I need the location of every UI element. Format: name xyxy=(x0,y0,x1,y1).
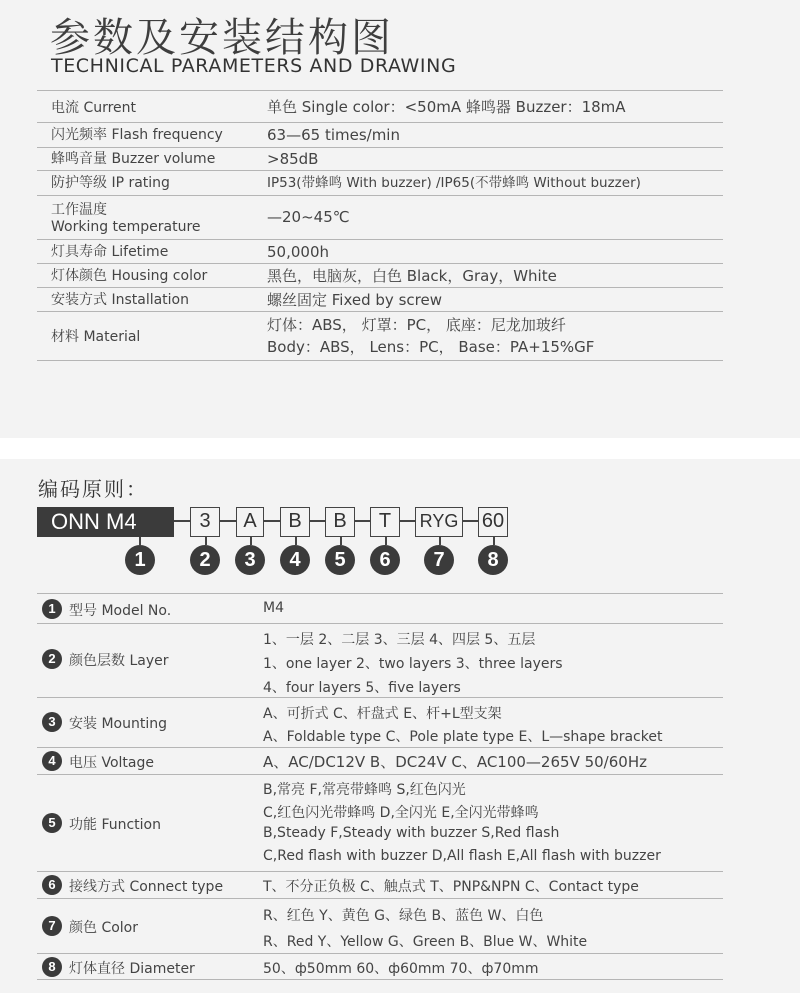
spec-row xyxy=(37,90,723,122)
code-box-voltage: B xyxy=(280,507,310,537)
coding-label: 型号 Model No. xyxy=(69,603,172,619)
row-number-badge: 1 xyxy=(42,599,62,619)
coding-value: 1、一层 2、二层 3、三层 4、四层 5、五层 xyxy=(263,632,536,648)
spec-row xyxy=(37,122,723,147)
spec-row xyxy=(37,239,723,263)
row-number-badge: 4 xyxy=(42,751,62,771)
coding-row xyxy=(37,747,723,774)
spec-row xyxy=(37,195,723,239)
section-divider xyxy=(0,438,800,459)
connector-line xyxy=(250,537,252,545)
code-box-mounting: A xyxy=(236,507,264,537)
coding-label: 安装 Mounting xyxy=(69,716,167,732)
coding-label: 电压 Voltage xyxy=(69,755,154,771)
spec-label: 防护等级 IP rating xyxy=(51,175,170,191)
connector-line xyxy=(439,537,441,545)
spec-label: 工作温度 xyxy=(51,202,107,218)
coding-value: R、红色 Y、黄色 G、绿色 B、蓝色 W、白色 xyxy=(263,908,544,924)
spec-label: 闪光频率 Flash frequency xyxy=(51,127,223,143)
coding-label: 功能 Function xyxy=(69,817,161,833)
coding-row xyxy=(37,623,723,697)
row-number-badge: 2 xyxy=(42,649,62,669)
connector-line xyxy=(493,537,495,545)
code-dash xyxy=(355,520,370,522)
connector-line xyxy=(340,537,342,545)
code-number-badge: 7 xyxy=(424,545,454,575)
code-box-function: B xyxy=(325,507,355,537)
spec-label: 灯体颜色 Housing color xyxy=(51,268,208,284)
coding-table xyxy=(37,593,723,980)
spec-value: >85dB xyxy=(267,150,319,168)
code-dash xyxy=(463,520,478,522)
spec-label: 电流 Current xyxy=(51,100,137,116)
code-dash xyxy=(310,520,325,522)
row-number-badge: 5 xyxy=(42,813,62,833)
coding-value: A、Foldable type C、Pole plate type E、L—shape bracket xyxy=(263,729,663,745)
spec-value: 灯体：ABS， 灯罩：PC， 底座：尼龙加玻纤 xyxy=(267,316,566,334)
code-dash xyxy=(264,520,280,522)
code-box-diameter: 60 xyxy=(478,507,508,537)
coding-value: C,Red flash with buzzer D,All flash E,All flash with buzzer xyxy=(263,848,661,864)
spec-value: —20~45℃ xyxy=(267,208,350,226)
page-title: 参数及安装结构图 xyxy=(50,15,394,61)
spec-row xyxy=(37,147,723,170)
spec-value: IP53(带蜂鸣 With buzzer) /IP65(不带蜂鸣 Without buzzer) xyxy=(267,175,641,191)
coding-row xyxy=(37,593,723,623)
coding-label: 颜色层数 Layer xyxy=(69,653,169,669)
code-number-badge: 6 xyxy=(370,545,400,575)
coding-value: R、Red Y、Yellow G、Green B、Blue W、White xyxy=(263,934,588,950)
code-number-badge: 3 xyxy=(235,545,265,575)
coding-value: B,Steady F,Steady with buzzer S,Red flash xyxy=(263,825,560,841)
spec-value: Body：ABS， Lens：PC， Base：PA+15%GF xyxy=(267,338,595,356)
row-number-badge: 6 xyxy=(42,875,62,895)
row-number-badge: 3 xyxy=(42,712,62,732)
spec-row xyxy=(37,170,723,195)
connector-line xyxy=(139,537,141,545)
row-number-badge: 8 xyxy=(42,957,62,977)
coding-value: A、AC/DC12V B、DC24V C、AC100—265V 50/60Hz xyxy=(263,753,647,771)
code-number-badge: 8 xyxy=(478,545,508,575)
coding-value: C,红色闪光带蜂鸣 D,全闪光 E,全闪光带蜂鸣 xyxy=(263,805,539,821)
code-dash xyxy=(220,520,236,522)
model-code-box: ONN M4 xyxy=(37,507,174,537)
coding-row xyxy=(37,774,723,871)
coding-label: 灯体直径 Diameter xyxy=(69,961,195,977)
coding-value: A、可折式 C、杆盘式 E、杆+L型支架 xyxy=(263,706,502,722)
coding-value: 1、one layer 2、two layers 3、three layers xyxy=(263,656,563,672)
coding-label: 接线方式 Connect type xyxy=(69,879,224,895)
spec-table xyxy=(37,90,723,361)
spec-value: 黑色，电脑灰，白色 Black，Gray，White xyxy=(267,267,557,285)
code-box-color: RYG xyxy=(415,507,463,537)
code-box-layer: 3 xyxy=(190,507,220,537)
code-number-badge: 2 xyxy=(190,545,220,575)
spec-label: 蜂鸣音量 Buzzer volume xyxy=(51,151,216,167)
code-number-badge: 4 xyxy=(280,545,310,575)
page-subtitle: TECHNICAL PARAMETERS AND DRAWING xyxy=(51,55,457,77)
row-number-badge: 7 xyxy=(42,916,62,936)
spec-label: 灯具寿命 Lifetime xyxy=(51,244,169,260)
spec-value: 螺丝固定 Fixed by screw xyxy=(267,291,442,309)
spec-value: 单色 Single color：<50mA 蜂鸣器 Buzzer：18mA xyxy=(267,98,626,116)
code-dash xyxy=(400,520,415,522)
connector-line xyxy=(205,537,207,545)
connector-line xyxy=(295,537,297,545)
spec-row xyxy=(37,287,723,311)
code-box-connect: T xyxy=(370,507,400,537)
spec-row xyxy=(37,263,723,287)
coding-value: T、不分正负极 C、触点式 T、PNP&NPN C、Contact type xyxy=(263,879,639,895)
spec-label: 材料 Material xyxy=(51,329,141,345)
coding-row xyxy=(37,953,723,980)
spec-value: 63—65 times/min xyxy=(267,126,400,144)
code-dash xyxy=(174,520,190,522)
code-number-badge: 1 xyxy=(125,545,155,575)
coding-value: 50、ф50mm 60、ф60mm 70、ф70mm xyxy=(263,961,539,977)
spec-row xyxy=(37,311,723,361)
spec-label: 安装方式 Installation xyxy=(51,292,189,308)
code-number-badge: 5 xyxy=(325,545,355,575)
coding-title: 编码原则： xyxy=(38,477,148,501)
connector-line xyxy=(385,537,387,545)
spec-label-en: Working temperature xyxy=(51,219,201,235)
coding-value: M4 xyxy=(263,600,284,616)
spec-value: 50,000h xyxy=(267,243,329,261)
coding-value: 4、four layers 5、five layers xyxy=(263,680,461,696)
coding-label: 颜色 Color xyxy=(69,920,139,936)
coding-row xyxy=(37,697,723,747)
coding-row xyxy=(37,871,723,898)
coding-row xyxy=(37,898,723,953)
coding-value: B,常亮 F,常亮带蜂鸣 S,红色闪光 xyxy=(263,782,466,798)
